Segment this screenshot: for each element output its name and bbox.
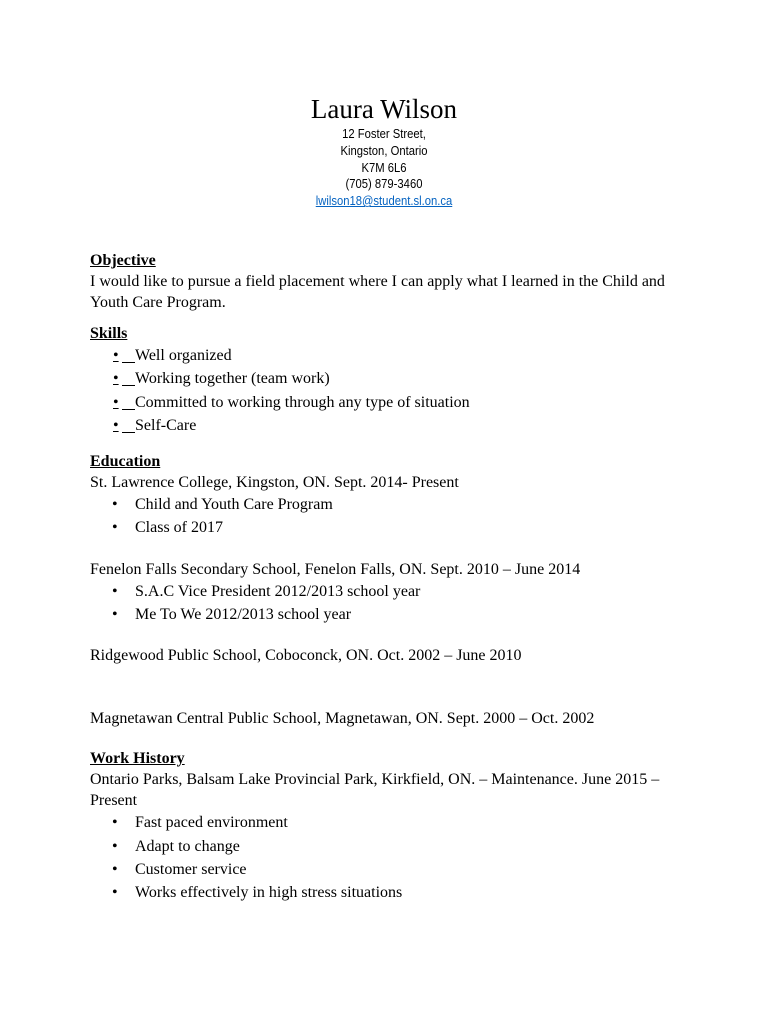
education-entry: Magnetawan Central Public School, Magnetawan, ON. Sept. 2000 – Oct. 2002 bbox=[90, 710, 595, 728]
list-item: • Class of 2017 bbox=[90, 516, 690, 539]
bullet-icon: • bbox=[113, 393, 119, 411]
skills-list bbox=[90, 344, 690, 437]
list-item: • Child and Youth Care Program bbox=[90, 493, 690, 516]
work-entry: Ontario Parks, Balsam Lake Provincial Park, Kirkfield, ON. – Maintenance. June 2015 – Present bbox=[90, 771, 660, 810]
resume-body bbox=[90, 250, 690, 905]
list-item: • Working together (team work) bbox=[90, 367, 690, 390]
skills-heading: Skills bbox=[90, 325, 128, 342]
work-history-heading: Work History bbox=[90, 750, 185, 768]
bullet-icon: • bbox=[112, 519, 118, 537]
list-item: • Adapt to change bbox=[90, 835, 690, 858]
list-item: • Customer service bbox=[90, 858, 690, 881]
bullet-icon: • bbox=[112, 814, 118, 832]
bullet-icon: • bbox=[113, 370, 119, 388]
email-link[interactable]: lwilson18@student.sl.on.ca bbox=[315, 194, 453, 209]
education-entry: Fenelon Falls Secondary School, Fenelon Falls, ON. Sept. 2010 – June 2014 bbox=[90, 560, 581, 578]
objective-text: I would like to pursue a field placement where I can apply what I learned in the Child and Youth Care Program. bbox=[90, 273, 665, 311]
bullet-icon: • bbox=[112, 606, 118, 624]
street-address: 12 Foster Street, bbox=[342, 127, 426, 141]
postal-code: K7M 6L6 bbox=[361, 160, 407, 175]
bullet-icon: • bbox=[113, 416, 119, 434]
bullet-icon: • bbox=[112, 582, 118, 600]
work-details-list bbox=[90, 811, 690, 904]
list-item: • Fast paced environment bbox=[90, 811, 690, 834]
objective-heading: Objective bbox=[90, 252, 156, 269]
applicant-name: Laura Wilson bbox=[310, 94, 458, 124]
list-item: • Well organized bbox=[90, 344, 690, 367]
phone-number: (705) 879-3460 bbox=[345, 177, 423, 192]
city-province: Kingston, Ontario bbox=[340, 143, 428, 158]
education-entry: St. Lawrence College, Kingston, ON. Sept. 2014- Present bbox=[90, 474, 459, 492]
contact-header bbox=[0, 92, 768, 210]
list-item: • Me To We 2012/2013 school year bbox=[90, 603, 690, 626]
bullet-icon: • bbox=[112, 837, 118, 855]
bullet-icon: • bbox=[112, 860, 118, 878]
list-item: • Self-Care bbox=[90, 414, 690, 437]
list-item: • Committed to working through any type of situation bbox=[90, 391, 690, 414]
education-details-list bbox=[90, 580, 690, 627]
bullet-icon: • bbox=[113, 347, 119, 364]
education-heading: Education bbox=[90, 453, 161, 471]
list-item: • Works effectively in high stress situations bbox=[90, 881, 690, 904]
education-entry: Ridgewood Public School, Coboconck, ON. Oct. 2002 – June 2010 bbox=[90, 647, 522, 665]
list-item: • S.A.C Vice President 2012/2013 school year bbox=[90, 580, 690, 603]
education-details-list bbox=[90, 493, 690, 540]
bullet-icon: • bbox=[112, 496, 118, 514]
bullet-icon: • bbox=[112, 884, 118, 902]
